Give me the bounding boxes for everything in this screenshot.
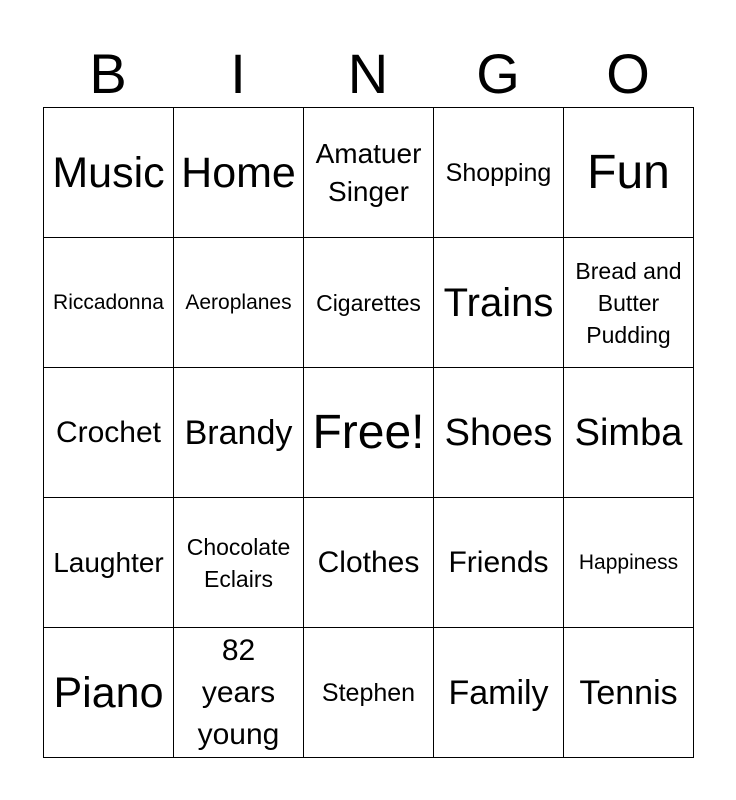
bingo-cell-label: Laughter — [53, 546, 164, 578]
bingo-card-grid — [43, 107, 694, 758]
header-letter-b: B — [89, 42, 127, 105]
bingo-cell-label: Friends — [448, 545, 549, 579]
bingo-cell-label: Home — [181, 148, 296, 197]
bingo-cell[interactable] — [564, 108, 694, 238]
bingo-cell-label: Clothes — [317, 545, 420, 579]
bingo-cell[interactable] — [304, 108, 434, 238]
free-space-label: Free! — [312, 405, 425, 459]
bingo-cell-label: Aeroplanes — [185, 290, 292, 314]
bingo-cell[interactable] — [174, 238, 304, 368]
bingo-cell[interactable] — [564, 498, 694, 628]
bingo-cell-label: Simba — [574, 411, 683, 454]
bingo-cell[interactable] — [434, 108, 564, 238]
bingo-cell-label: Piano — [53, 668, 164, 717]
bingo-cell[interactable] — [44, 498, 174, 628]
header-letter-n: N — [347, 42, 389, 105]
header-letter-i: I — [230, 42, 246, 105]
bingo-cell[interactable] — [304, 238, 434, 368]
bingo-cell[interactable] — [174, 628, 304, 758]
bingo-cell-label: Shoes — [444, 411, 553, 454]
bingo-cell[interactable] — [304, 628, 434, 758]
bingo-cell-label: Brandy — [184, 413, 293, 452]
bingo-cell-label: Shopping — [445, 158, 552, 187]
bingo-cell-label: Fun — [587, 145, 670, 199]
bingo-cell[interactable] — [434, 238, 564, 368]
bingo-cell-label: Riccadonna — [53, 290, 164, 314]
bingo-cell[interactable] — [174, 108, 304, 238]
bingo-cell-label: Tennis — [579, 673, 678, 712]
bingo-cell[interactable] — [174, 368, 304, 498]
bingo-cell-free-space[interactable] — [304, 368, 434, 498]
bingo-cell[interactable] — [44, 238, 174, 368]
bingo-cell-label: Happiness — [578, 550, 679, 574]
bingo-cell-label: Trains — [443, 280, 554, 325]
bingo-cell[interactable] — [434, 628, 564, 758]
bingo-cell[interactable] — [564, 238, 694, 368]
bingo-cell[interactable] — [564, 628, 694, 758]
bingo-cell-label: Amatuer Singer — [315, 137, 422, 207]
header-letter-o: O — [606, 42, 650, 105]
bingo-cell[interactable] — [304, 498, 434, 628]
bingo-cell[interactable] — [434, 498, 564, 628]
bingo-cell-label: Crochet — [55, 415, 162, 449]
bingo-cell[interactable] — [174, 498, 304, 628]
bingo-cell[interactable] — [564, 368, 694, 498]
bingo-cell[interactable] — [44, 628, 174, 758]
bingo-cell-label: Family — [448, 673, 549, 712]
bingo-cell-label: Chocolate Eclairs — [186, 533, 291, 592]
bingo-cell[interactable] — [44, 368, 174, 498]
header-letter-g: G — [476, 42, 520, 105]
bingo-header — [43, 42, 693, 106]
bingo-cell-label: Stephen — [321, 678, 416, 707]
bingo-cell-label: Bread and Butter Pudding — [575, 257, 682, 348]
bingo-cell-label: Music — [52, 148, 165, 197]
bingo-cell[interactable] — [44, 108, 174, 238]
bingo-cell-label: Cigarettes — [316, 289, 421, 316]
bingo-cell[interactable] — [434, 368, 564, 498]
bingo-cell-label: 82 years young — [197, 633, 280, 751]
